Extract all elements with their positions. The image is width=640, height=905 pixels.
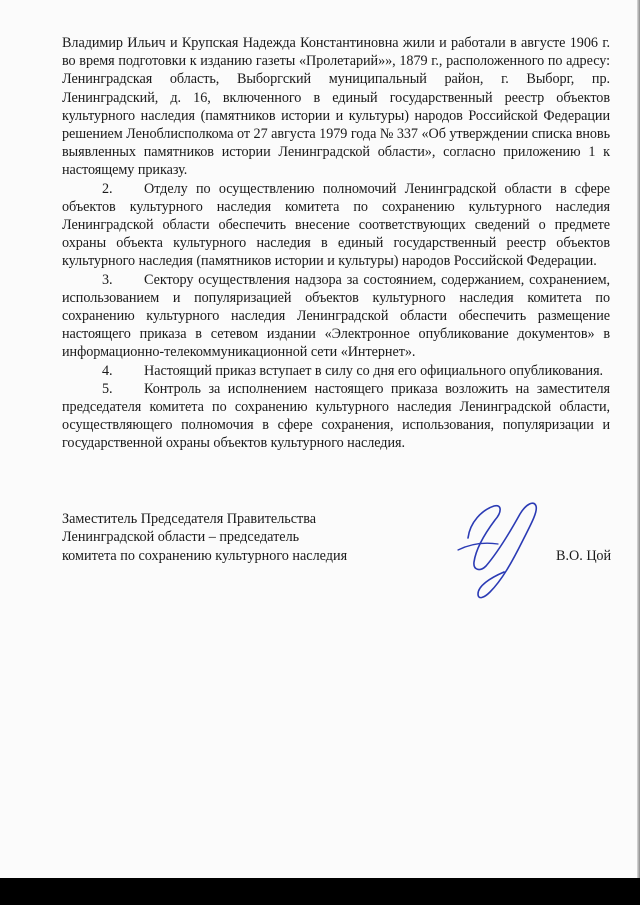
signatory-name: В.О. Цой xyxy=(556,548,612,564)
item-number: 5. xyxy=(102,380,113,397)
item-number: 2. xyxy=(102,180,113,197)
item-text: Настоящий приказ вступает в силу со дня его официального опубликования. xyxy=(144,362,604,379)
list-item xyxy=(62,362,610,380)
handwritten-signature xyxy=(440,492,550,604)
signatory-title-line: Ленинградской области – председатель xyxy=(62,529,300,546)
signatory-title-line: комитета по сохранению культурного наследия xyxy=(62,547,348,564)
item-number: 4. xyxy=(102,362,113,379)
item-text: Сектору осуществления надзора за состоянием, содержанием, сохранением, использованием и популяризацией объектов культурного наследия комитета по сохранению культурного наследия Ленинградской области обеспечить размещение настоящего приказа в сетевом издании «Электронное опубликование документов» в информационно-телекоммуникационной сети «Интернет». xyxy=(62,271,610,361)
item-number: 3. xyxy=(102,271,113,288)
opening-paragraph: Владимир Ильич и Крупская Надежда Константиновна жили и работали в августе 1906 г. во время подготовки к изданию газеты «Пролетарий»», 1879 г., расположенного по адресу: Ленинградская область, Выборгский муниципальный район, г. Выборг, пр. Ленинградский, д. 16, включенного в единый государственный реестр объектов культурного наследия (памятников истории и культуры) народов Российской Федерации решением Леноблисполкома от 27 августа 1979 года № 337 «Об утверждении списка вновь выявленных памятников истории Ленинградской области», согласно приложению 1 к настоящему приказу. xyxy=(62,35,610,179)
item-text: Контроль за исполнением настоящего приказа возложить на заместителя председателя комитета по сохранению культурного наследия Ленинградской области, осуществляющего полномочия в сфере сохранения, использования, популяризации и государственной охраны объектов культурного наследия. xyxy=(62,380,610,452)
signatory-title-line: Заместитель Председателя Правительства xyxy=(62,511,317,527)
item-text: Отделу по осуществлению полномочий Ленинградской области в сфере объектов культурного наследия комитета по сохранению культурного наследия Ленинградской области обеспечить внесение соответствующих сведений о предмете охраны объекта культурного наследия в единый государственный реестр объектов культурного наследия (памятников истории и культуры) народов Российской Федерации. xyxy=(62,180,610,270)
list-item xyxy=(62,380,610,453)
document-body xyxy=(62,34,610,453)
list-item xyxy=(62,180,610,271)
signatory-title xyxy=(62,510,347,565)
scan-bottom-border xyxy=(0,878,640,905)
list-item xyxy=(62,271,610,362)
